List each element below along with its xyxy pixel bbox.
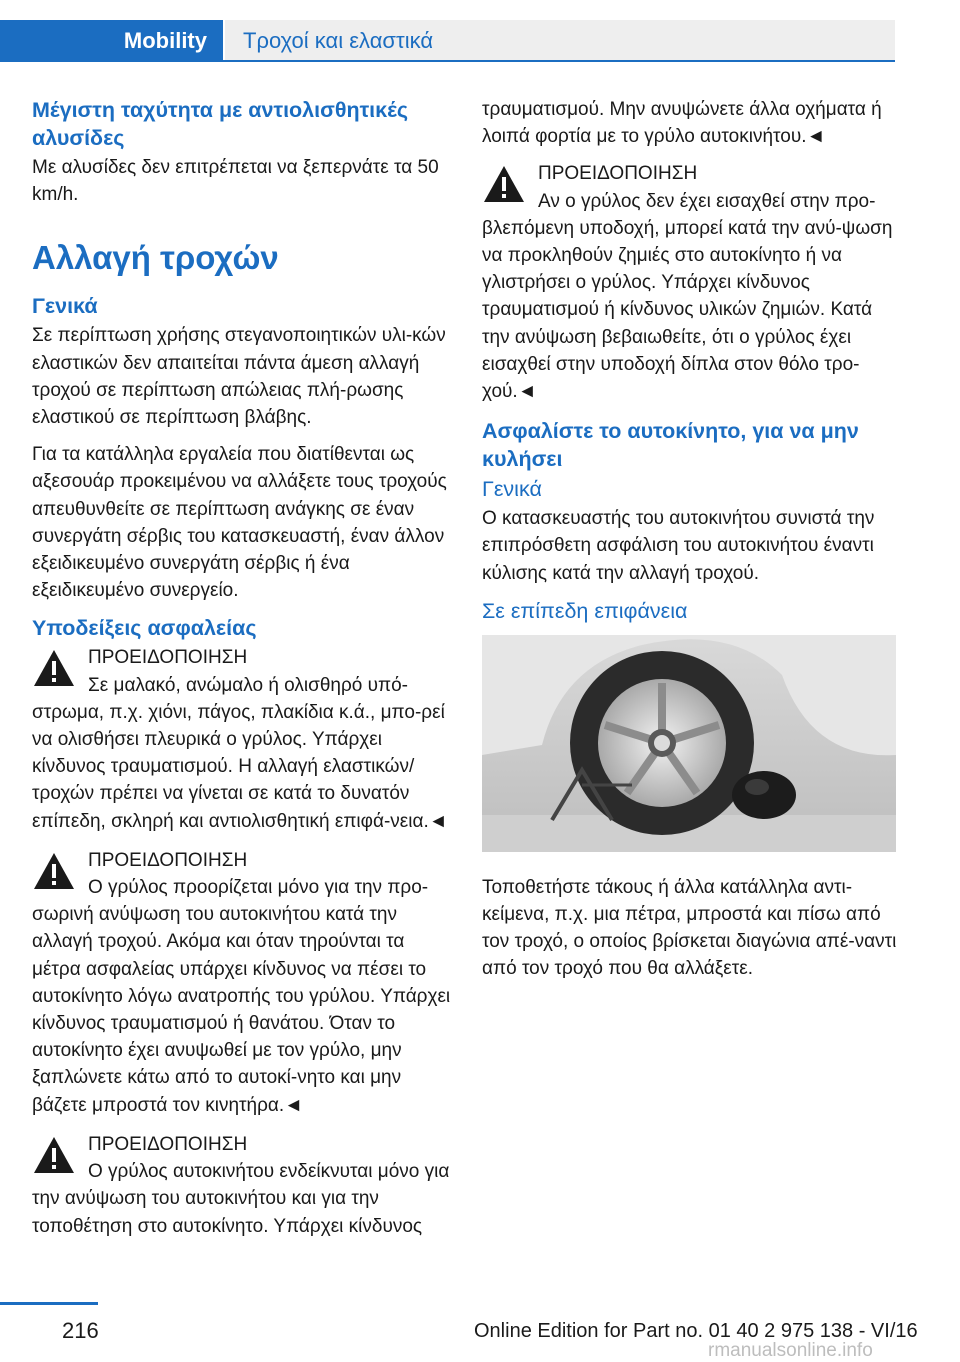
warning-text: Ο γρύλος αυτοκινήτου ενδείκνυται μόνο για την ανύψωση του αυτοκινήτου και για την τοποθέτηση στο αυτοκίνητο. Υπάρχει κίνδυνος [32, 1161, 450, 1237]
warning-text: Αν ο γρύλος δεν έχει εισαχθεί στην προ-βλεπόμενη υποδοχή, μπορεί κατά την ανύ-ψωση να προκληθούν ζημιές στο αυτοκίνητο ή να γλιστρήσει ο γρύλος. Υπάρχει κίνδυνος τραυματισμού ή κίνδυνος υλικών ζημιών. Κατά την ανύψωση βεβαιωθείτε, ότι ο γρύλος έχει εισαχθεί στην υποδοχή δίπλα στον θόλο τρο-χού.◄ [482, 190, 893, 403]
warning-text: Σε μαλακό, ανώμαλο ή ολισθηρό υπό-στρωμα, π.χ. χιόνι, πάγος, πλακίδια κ.ά., μπο-ρεί να ολισθήσει πλευρικά ο γρύλος. Υπάρχει κίνδυνος τραυματισμού. Η αλλαγή ελαστικών/ τροχών πρέπει να γίνεται σε κατά το δυνατόν επίπεδη, σκληρή και αντιολισθητική επιφά-νεια.◄ [32, 674, 448, 832]
left-column [32, 96, 452, 1252]
warning-block [32, 644, 452, 834]
paragraph-general-2: Για τα κατάλληλα εργαλεία που διατίθενται ως αξεσουάρ προκειμένου να αλλάξετε τους τροχούς απευθυνθείτε σε περίπτωση ανάγκης σε έναν συνεργάτη σέρβις του κατασκευαστή, έναν άλλον εξειδικευμένο συνεργάτη σέρβις ή ένα εξειδικευμένο συνεργείο. [32, 444, 447, 602]
watermark: rmanualsonline.info [708, 1340, 873, 1361]
warning-label: ΠΡΟΕΙΔΟΠΟΙΗΣΗ [538, 163, 698, 185]
edition-text: Online Edition for Part no. 01 40 2 975 138 - VI/16 [474, 1320, 918, 1342]
heading-level-surface: Σε επίπεδη επιφάνεια [482, 598, 688, 623]
warning-block [482, 160, 902, 405]
heading-secure-vehicle: Ασφαλίστε το αυτοκίνητο, για να μην κυλήσει [482, 419, 859, 472]
wheel-chock-photo [482, 635, 896, 852]
warning-label: ΠΡΟΕΙΔΟΠΟΙΗΣΗ [88, 647, 248, 669]
footer-rule [0, 1302, 98, 1305]
paragraph-continuation: τραυματισμού. Μην ανυψώνετε άλλα οχήματα ή λοιπά φορτία με το γρύλο αυτοκινήτου.◄ [482, 99, 882, 148]
heading-general: Γενικά [32, 294, 98, 319]
warning-triangle-icon [482, 164, 526, 204]
warning-label: ΠΡΟΕΙΔΟΠΟΙΗΣΗ [88, 1133, 248, 1155]
section-tab: Τροχοί και ελαστικά [225, 20, 895, 62]
warning-triangle-icon [32, 851, 76, 891]
heading-max-speed-chains: Μέγιστη ταχύτητα με αντιολισθητικές αλυσίδες [32, 98, 409, 150]
paragraph-level-surface: Τοποθετήστε τάκους ή άλλα κατάλληλα αντι-κείμενα, π.χ. μια πέτρα, μπροστά και πίσω από τον τροχό, ο οποίος βρίσκεται διαγώνια απέ-ναντι από τον τροχό που θα αλλάξετε. [482, 876, 897, 980]
paragraph-secure: Ο κατασκευαστής του αυτοκινήτου συνιστά την επιπρόσθετη ασφάλιση του αυτοκινήτου έναντι κύλισης κατά την αλλαγή τροχού. [482, 508, 875, 584]
warning-block [32, 1131, 452, 1240]
warning-text: Ο γρύλος προορίζεται μόνο για την προ-σωρινή ανύψωση του αυτοκινήτου κατά την αλλαγή τροχού. Ακόμα και όταν τηρούνται τα μέτρα ασφαλείας υπάρχει κίνδυνος να πέσει το αυτοκίνητο λόγω ανατροπής του γρύλου. Υπάρχει κίνδυνος τραυματισμού ή θανάτου. Όταν το αυτοκίνητο έχει ανυψωθεί με τον γρύλο, μην ξαπλώνετε κάτω από το αυτοκί-νητο και μην βάζετε μπροστά τον κινητήρα.◄ [32, 877, 451, 1116]
warning-label: ΠΡΟΕΙΔΟΠΟΙΗΣΗ [88, 849, 248, 871]
paragraph-general-1: Σε περίπτωση χρήσης στεγανοποιητικών υλι-κών ελαστικών δεν απαιτείται πάντα άμεση αλλαγή τροχού σε περίπτωση απώλειας πλή-ρωσης ελαστικού σε περίπτωση βλάβης. [32, 325, 446, 429]
warning-triangle-icon [32, 1135, 76, 1175]
chapter-tab: Mobility [0, 20, 223, 62]
warning-triangle-icon [32, 648, 76, 688]
header-rule [0, 60, 895, 62]
warning-block [32, 847, 452, 1119]
heading-general: Γενικά [482, 477, 542, 502]
page-header [0, 0, 960, 62]
page-number: 216 [62, 1318, 99, 1343]
paragraph-chains: Με αλυσίδες δεν επιτρέπεται να ξεπερνάτε τα 50 km/h. [32, 157, 439, 206]
heading-wheel-change: Αλλαγή τροχών [32, 239, 279, 277]
heading-safety-notes: Υποδείξεις ασφαλείας [32, 616, 257, 641]
right-column [482, 96, 902, 993]
